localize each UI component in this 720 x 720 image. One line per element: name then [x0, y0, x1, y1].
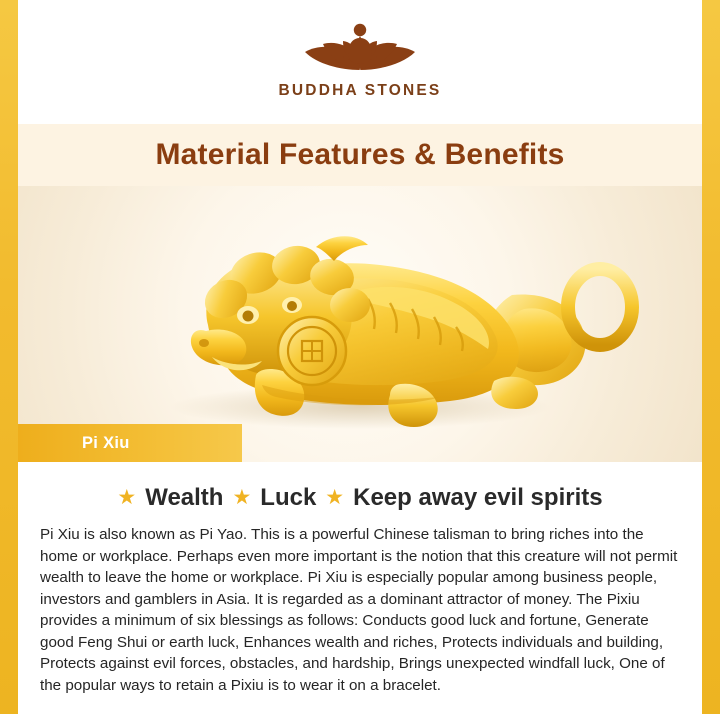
- product-image: [18, 186, 702, 462]
- bottom-white-strip: [0, 714, 720, 720]
- star-icon: ★: [117, 485, 137, 509]
- benefits-headline: [18, 484, 702, 512]
- benefit-evil-spirits: Keep away evil spirits: [353, 484, 603, 511]
- right-gold-border: [702, 0, 720, 720]
- page-inner: [18, 0, 702, 720]
- benefit-luck: Luck: [260, 484, 317, 511]
- benefit-wealth: Wealth: [145, 484, 224, 511]
- left-gold-border: [0, 0, 18, 720]
- description-text: Pi Xiu is also known as Pi Yao. This is a powerful Chinese talisman to bring riches into the home or workplace. Perhaps even more important is the notion that this creature will not permit wealth to leave the home or workplace. Pi Xiu is especially popular among business people, investors and gamblers in Asia. It is regarded as a dominant attractor of money. The Pixiu provides a minimum of six blessings as follows: Conducts good luck and fortune, Generate good Feng Shui or earth luck, Enhances wealth and riches, Protects individuals and building, Protects against evil forces, obstacles, and hardship, Brings unexpected windfall luck, One of the popular ways to retain a Pixiu is to wear it on a bracelet.: [40, 526, 678, 695]
- brand-name: BUDDHA STONES: [278, 82, 442, 99]
- star-icon: ★: [325, 485, 345, 509]
- page-title: Material Features & Benefits: [155, 138, 565, 171]
- lotus-meditation-icon: [285, 14, 435, 80]
- gold-pixiu-illustration: [80, 199, 640, 449]
- brand-header: [18, 0, 702, 124]
- product-caption-tag: [18, 424, 242, 462]
- product-caption-label: Pi Xiu: [82, 433, 130, 452]
- section-title-band: [18, 124, 702, 186]
- star-icon: ★: [232, 485, 252, 509]
